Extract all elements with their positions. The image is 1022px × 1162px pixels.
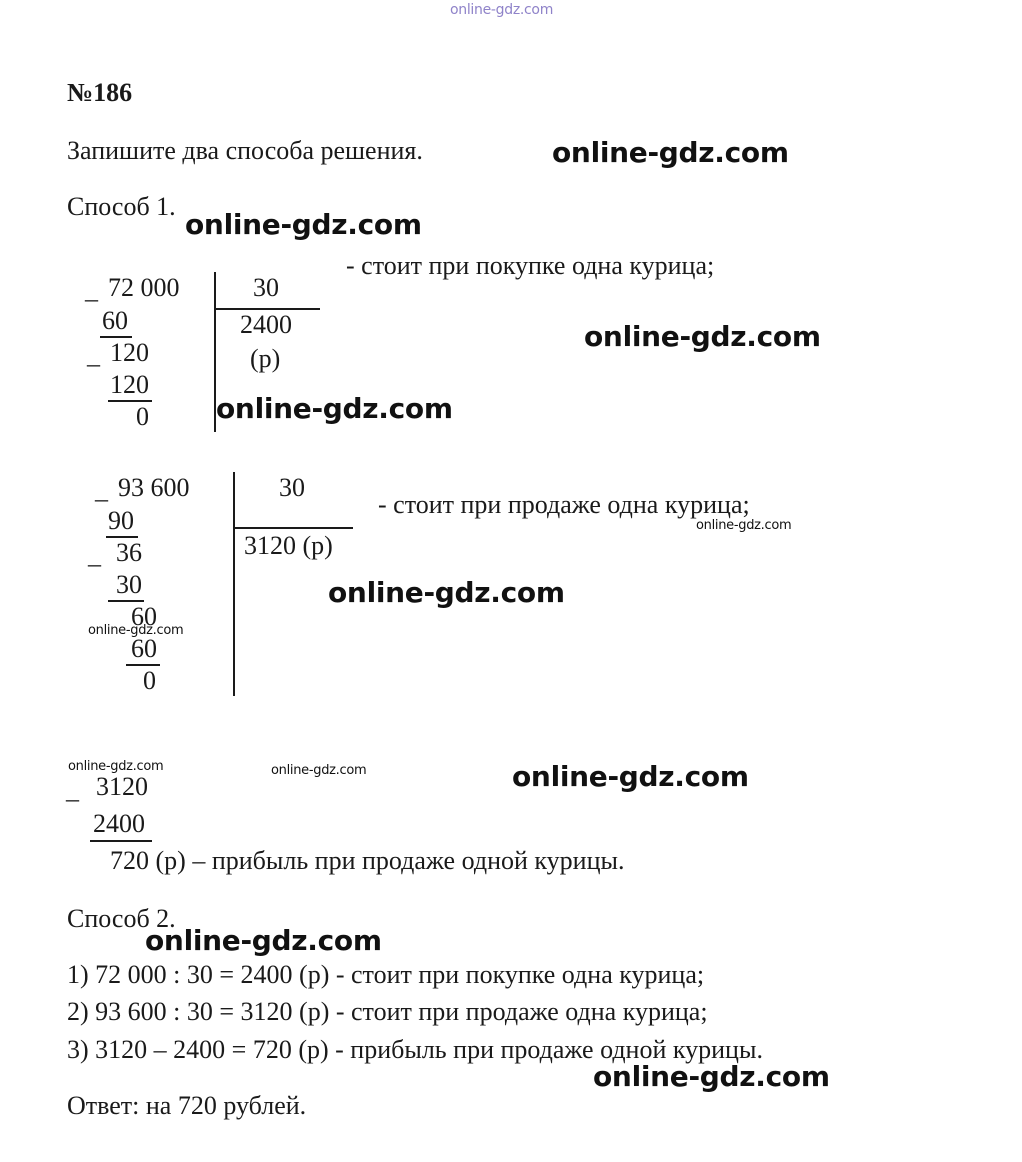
step-value: 60 [131, 602, 157, 631]
top-watermark: online-gdz.com [450, 2, 554, 18]
minuend: 3120 [96, 772, 148, 801]
watermark: online-gdz.com [68, 759, 164, 774]
minus-sign: _ [87, 340, 100, 369]
watermark: online-gdz.com [328, 576, 565, 609]
watermark: online-gdz.com [593, 1060, 830, 1093]
minus-sign: _ [85, 275, 98, 304]
method2-label: Способ 2. [67, 904, 176, 933]
divisor: 30 [253, 273, 279, 302]
purchase-note: - стоит при покупке одна курица; [346, 251, 715, 280]
watermark: online-gdz.com [271, 763, 367, 778]
remainder: 0 [143, 666, 156, 695]
watermark: online-gdz.com [512, 760, 749, 793]
step-value: 60 [131, 634, 157, 663]
watermark: online-gdz.com [88, 623, 184, 638]
remainder: 0 [136, 402, 149, 431]
underline [90, 840, 152, 842]
sale-note: - стоит при продаже одна курица; [378, 490, 750, 519]
task-number: №186 [67, 78, 133, 107]
minus-sign: _ [66, 775, 79, 804]
dividend: 72 000 [108, 273, 180, 302]
watermark: online-gdz.com [216, 392, 453, 425]
minus-sign: _ [88, 540, 101, 569]
step-value: 36 [116, 538, 142, 567]
subtrahend: 2400 [93, 809, 145, 838]
minus-sign: _ [95, 475, 108, 504]
step-value: 120 [110, 370, 149, 399]
quotient: 3120 (р) [244, 531, 333, 560]
watermark: online-gdz.com [696, 518, 792, 533]
step-value: 30 [116, 570, 142, 599]
division-bar [233, 472, 235, 696]
answer: Ответ: на 720 рублей. [67, 1091, 307, 1120]
profit-result: 720 (р) – прибыль при продаже одной курицы. [110, 846, 625, 875]
quotient-unit: (р) [250, 344, 281, 373]
divisor-line [233, 527, 353, 529]
dividend: 93 600 [118, 473, 190, 502]
watermark: online-gdz.com [185, 208, 422, 241]
step-value: 60 [102, 306, 128, 335]
watermark: online-gdz.com [552, 136, 789, 169]
watermark: online-gdz.com [145, 924, 382, 957]
quotient: 2400 [240, 310, 292, 339]
step-value: 90 [108, 506, 134, 535]
method2-step: 3) 3120 – 2400 = 720 (р) - прибыль при продаже одной курицы. [67, 1035, 763, 1064]
watermark: online-gdz.com [584, 320, 821, 353]
task-statement: Запишите два способа решения. [67, 136, 423, 165]
step-value: 120 [110, 338, 149, 367]
method2-step: 2) 93 600 : 30 = 3120 (р) - стоит при продаже одна курица; [67, 997, 708, 1026]
divisor: 30 [279, 473, 305, 502]
method1-label: Способ 1. [67, 192, 176, 221]
method2-step: 1) 72 000 : 30 = 2400 (р) - стоит при покупке одна курица; [67, 960, 705, 989]
